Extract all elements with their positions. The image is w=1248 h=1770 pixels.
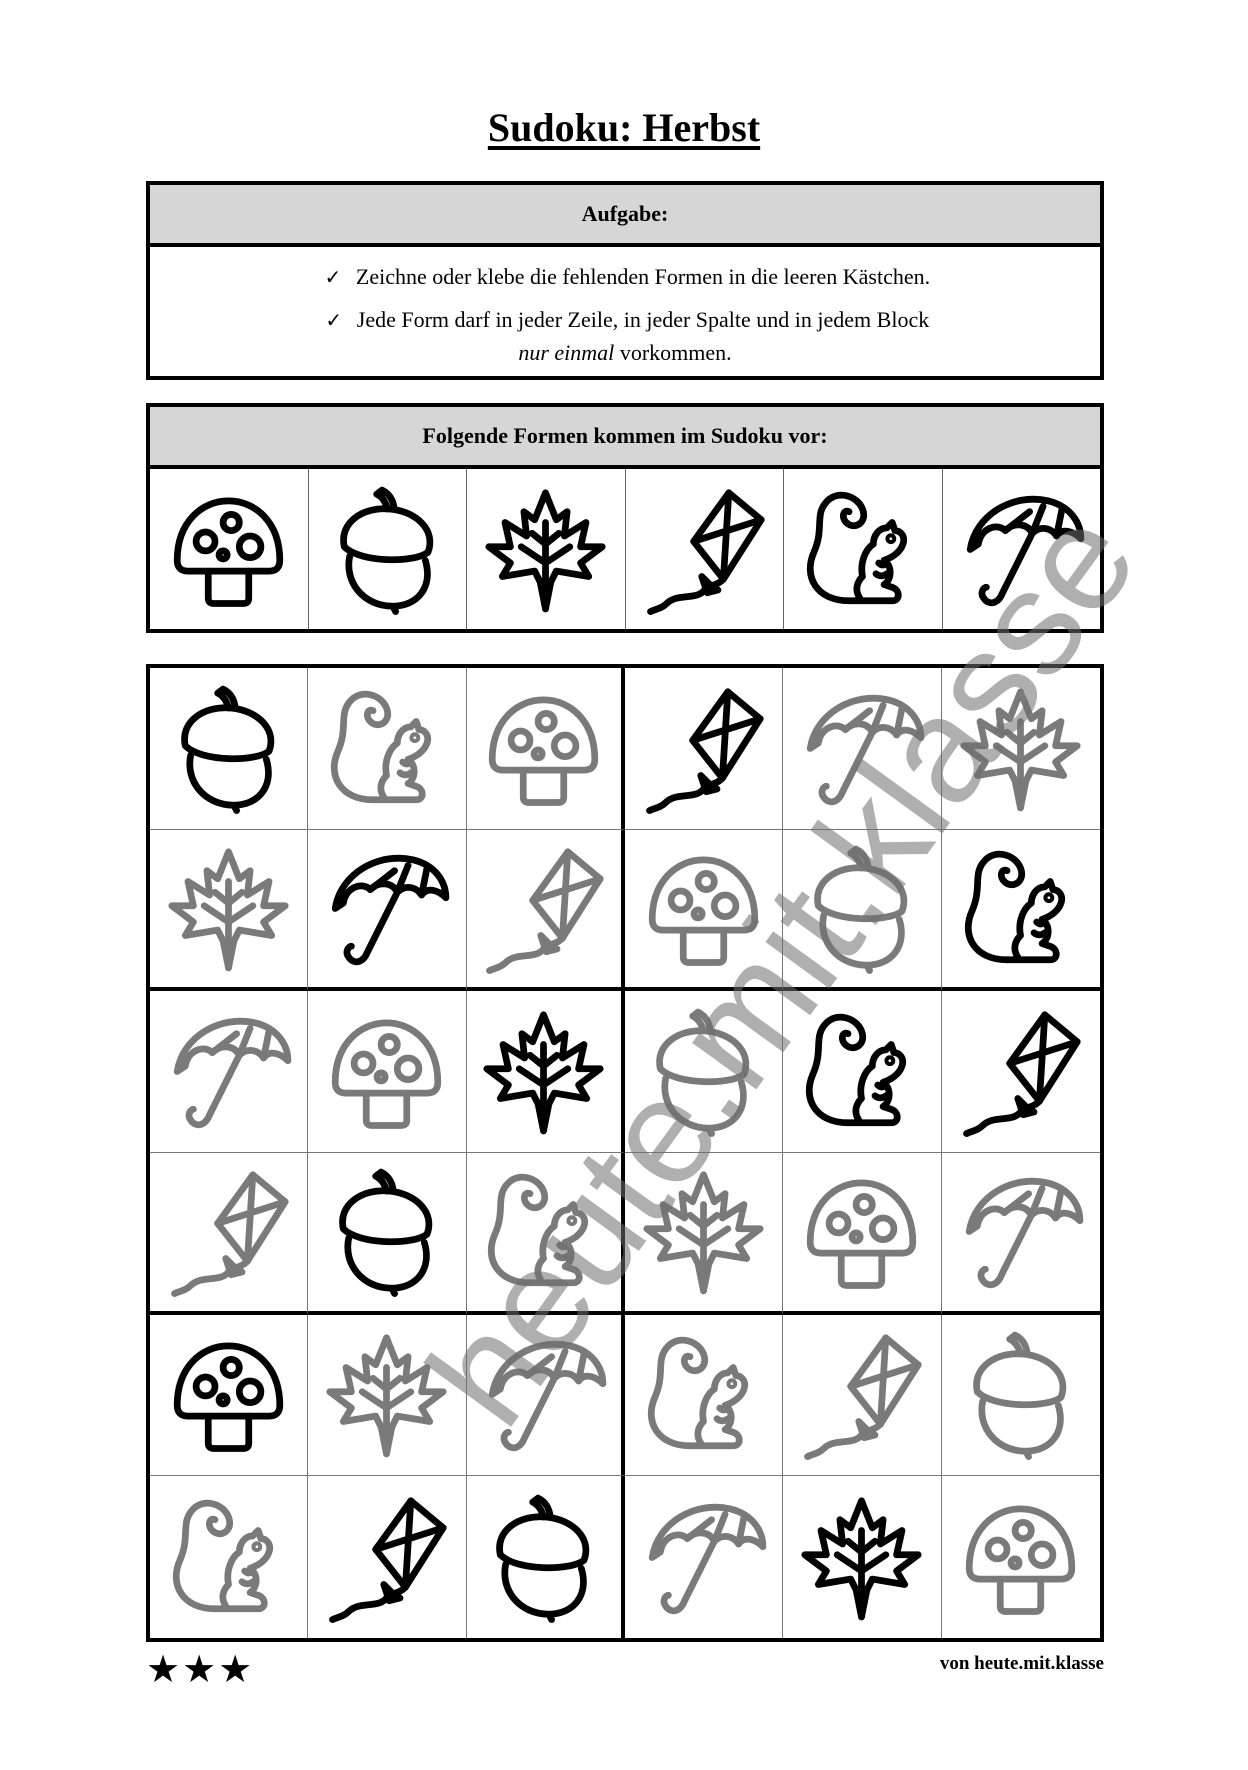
- task-box: [146, 181, 1104, 380]
- legend-cell-leaf: [466, 469, 625, 629]
- squirrel-icon: [319, 681, 454, 816]
- kite-icon: [636, 681, 771, 816]
- squirrel-icon: [953, 841, 1088, 976]
- umbrella-icon: [953, 1164, 1088, 1299]
- mushroom-icon: [319, 1004, 454, 1139]
- acorn-icon: [320, 482, 455, 617]
- shapes-legend-box: [146, 403, 1104, 633]
- sudoku-cell[interactable]: [783, 668, 941, 830]
- legend-cell-kite: [625, 469, 784, 629]
- mushroom-icon: [794, 1164, 929, 1299]
- sudoku-cell[interactable]: [783, 1153, 941, 1315]
- legend-cell-mushroom: [150, 469, 308, 629]
- sudoku-cell[interactable]: [467, 1153, 625, 1315]
- sudoku-cell[interactable]: [308, 1153, 466, 1315]
- umbrella-icon: [636, 1490, 771, 1625]
- sudoku-cell[interactable]: [625, 830, 783, 992]
- acorn-icon: [636, 1004, 771, 1139]
- leaf-icon: [478, 482, 613, 617]
- sudoku-cell[interactable]: [467, 1315, 625, 1477]
- mushroom-icon: [161, 1327, 296, 1462]
- leaf-icon: [319, 1327, 454, 1462]
- task-text-1: Zeichne oder klebe die fehlenden Formen in die leeren Kästchen.: [355, 264, 931, 289]
- sudoku-cell[interactable]: [942, 830, 1100, 992]
- shapes-row: [150, 469, 1100, 629]
- page-title: Sudoku: Herbst: [487, 105, 761, 150]
- sudoku-cell[interactable]: [783, 830, 941, 992]
- squirrel-icon: [161, 1490, 296, 1625]
- kite-icon: [476, 841, 611, 976]
- sudoku-cell[interactable]: [783, 1476, 941, 1638]
- sudoku-cell[interactable]: [150, 991, 308, 1153]
- task-text-2-emphasis: nur einmal: [518, 340, 615, 365]
- kite-icon: [319, 1490, 454, 1625]
- sudoku-cell[interactable]: [308, 830, 466, 992]
- sudoku-cell[interactable]: [942, 668, 1100, 830]
- sudoku-cell[interactable]: [150, 1153, 308, 1315]
- umbrella-icon: [161, 1004, 296, 1139]
- sudoku-cell[interactable]: [467, 830, 625, 992]
- sudoku-grid: [146, 664, 1104, 1642]
- checkmark-icon: ✓: [324, 267, 342, 289]
- sudoku-cell[interactable]: [150, 1315, 308, 1477]
- shapes-header: Folgende Formen kommen im Sudoku vor:: [150, 407, 1100, 469]
- sudoku-cell[interactable]: [308, 1476, 466, 1638]
- squirrel-icon: [476, 1164, 611, 1299]
- sudoku-cell[interactable]: [467, 668, 625, 830]
- sudoku-cell[interactable]: [150, 830, 308, 992]
- sudoku-cell[interactable]: [150, 668, 308, 830]
- sudoku-cell[interactable]: [467, 991, 625, 1153]
- mushroom-icon: [636, 841, 771, 976]
- kite-icon: [161, 1164, 296, 1299]
- sudoku-cell[interactable]: [625, 991, 783, 1153]
- sudoku-cell[interactable]: [467, 1476, 625, 1638]
- task-header: Aufgabe:: [150, 185, 1100, 247]
- leaf-icon: [476, 1004, 611, 1139]
- sudoku-cell[interactable]: [308, 668, 466, 830]
- acorn-icon: [476, 1490, 611, 1625]
- leaf-icon: [953, 681, 1088, 816]
- watermark: heute.mit.klasse: [395, 478, 1169, 1455]
- task-item: [150, 304, 1100, 368]
- legend-cell-squirrel: [783, 469, 942, 629]
- sudoku-cell[interactable]: [625, 1153, 783, 1315]
- checkmark-icon: ✓: [325, 310, 343, 332]
- leaf-icon: [636, 1164, 771, 1299]
- sudoku-cell[interactable]: [308, 1315, 466, 1477]
- sudoku-cell[interactable]: [625, 1315, 783, 1477]
- squirrel-icon: [795, 482, 930, 617]
- legend-cell-umbrella: [942, 469, 1101, 629]
- sudoku-cell[interactable]: [308, 991, 466, 1153]
- sudoku-cell[interactable]: [783, 991, 941, 1153]
- umbrella-icon: [794, 681, 929, 816]
- acorn-icon: [794, 841, 929, 976]
- difficulty-stars: ★★★: [146, 1647, 255, 1691]
- mushroom-icon: [953, 1490, 1088, 1625]
- task-text-2b: vorkommen.: [614, 340, 732, 365]
- task-list: [150, 247, 1100, 368]
- legend-cell-acorn: [308, 469, 467, 629]
- sudoku-cell[interactable]: [625, 1476, 783, 1638]
- leaf-icon: [794, 1490, 929, 1625]
- sudoku-cell[interactable]: [150, 1476, 308, 1638]
- squirrel-icon: [636, 1327, 771, 1462]
- sudoku-cell[interactable]: [942, 991, 1100, 1153]
- umbrella-icon: [954, 482, 1089, 617]
- task-text-2a: Jede Form darf in jeder Zeile, in jeder Spalte und in jedem Block: [356, 307, 930, 332]
- sudoku-cell[interactable]: [942, 1153, 1100, 1315]
- acorn-icon: [161, 681, 296, 816]
- sudoku-cell[interactable]: [783, 1315, 941, 1477]
- acorn-icon: [953, 1327, 1088, 1462]
- leaf-icon: [161, 841, 296, 976]
- kite-icon: [953, 1004, 1088, 1139]
- credit-text: von heute.mit.klasse: [939, 1653, 1104, 1674]
- kite-icon: [637, 482, 772, 617]
- acorn-icon: [319, 1164, 454, 1299]
- sudoku-cell[interactable]: [942, 1315, 1100, 1477]
- squirrel-icon: [794, 1004, 929, 1139]
- kite-icon: [794, 1327, 929, 1462]
- mushroom-icon: [476, 681, 611, 816]
- sudoku-cell[interactable]: [625, 668, 783, 830]
- mushroom-icon: [161, 482, 296, 617]
- umbrella-icon: [476, 1327, 611, 1462]
- task-item: [150, 261, 1100, 294]
- sudoku-cell[interactable]: [942, 1476, 1100, 1638]
- umbrella-icon: [319, 841, 454, 976]
